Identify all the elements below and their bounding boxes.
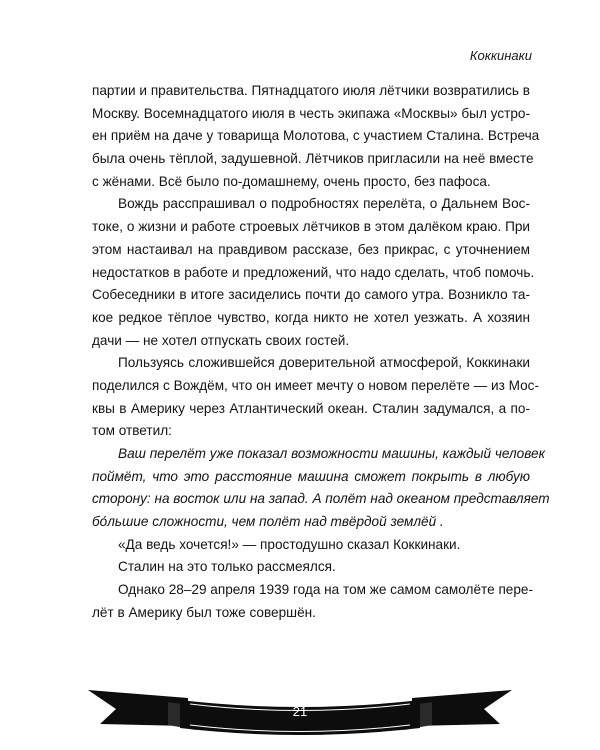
text-line: Пользуясь сложившейся доверительной атмосферой, Коккинаки xyxy=(118,355,530,371)
text-line: Однако 28–29 апреля 1939 года на том же самом самолёте пере- xyxy=(118,582,534,598)
text-line: Москву. Восемнадцатого июля в честь экипажа «Москвы» был устро- xyxy=(92,105,530,121)
text-line: Сталин на это только рассмеялся. xyxy=(118,559,336,575)
text-line: токе, о жизни и работе строевых лётчиков в этом далёком краю. При xyxy=(92,219,530,235)
text-line: партии и правительства. Пятнадцатого июля лётчики возвратились в xyxy=(92,83,530,98)
text-line: Ваш перелёт уже показал возможности машины, каждый человек xyxy=(118,446,545,461)
body-text xyxy=(92,80,550,625)
text-line: Собеседники в итоге засиделись почти до самого утра. Возникло та- xyxy=(92,287,530,303)
text-line: квы в Америку через Атлантический океан. Сталин задумался, а по- xyxy=(92,400,530,416)
text-line: недостатков в работе и предложений, что надо сделать, чтоб помочь. xyxy=(92,264,535,280)
text-line: «Да ведь хочется!» — простодушно сказал Коккинаки. xyxy=(118,536,461,552)
text-line: ен приём на даче у товарища Молотова, с участием Сталина. Встреча xyxy=(92,128,540,144)
text-line: этом настаивал на правдивом рассказе, без прикрас, с уточнением xyxy=(92,241,530,257)
page-number: 21 xyxy=(292,704,308,719)
text-line: была очень тёплой, задушевной. Лётчиков пригласили на неё вместе xyxy=(92,151,534,167)
text-line: с жёнами. Всё было по-домашнему, очень просто, без пафоса. xyxy=(92,173,491,189)
running-head: Коккинаки xyxy=(469,48,532,63)
text-line: поделился с Вождём, что он имеет мечту о новом перелёте — из Мос- xyxy=(92,377,540,393)
text-line: лёт в Америку был тоже совершён. xyxy=(92,604,316,620)
text-line: сторону: на восток или на запад. А полёт над океаном представляет xyxy=(92,491,550,507)
text-line: бо́льшие сложности, чем полёт над твёрдой землёй . xyxy=(92,514,444,530)
text-line: поймёт, что это расстояние машина сможет покрыть в любую xyxy=(92,468,530,484)
text-line: Вождь расспрашивал о подробностях перелёта, о Дальнем Вос- xyxy=(118,196,530,212)
text-line: кое редкое тёплое чувство, когда никто не хотел уезжать. А хозяин xyxy=(92,309,530,325)
text-line: дачи — не хотел отпускать своих гостей. xyxy=(92,332,350,348)
text-line: том ответил: xyxy=(92,423,172,439)
